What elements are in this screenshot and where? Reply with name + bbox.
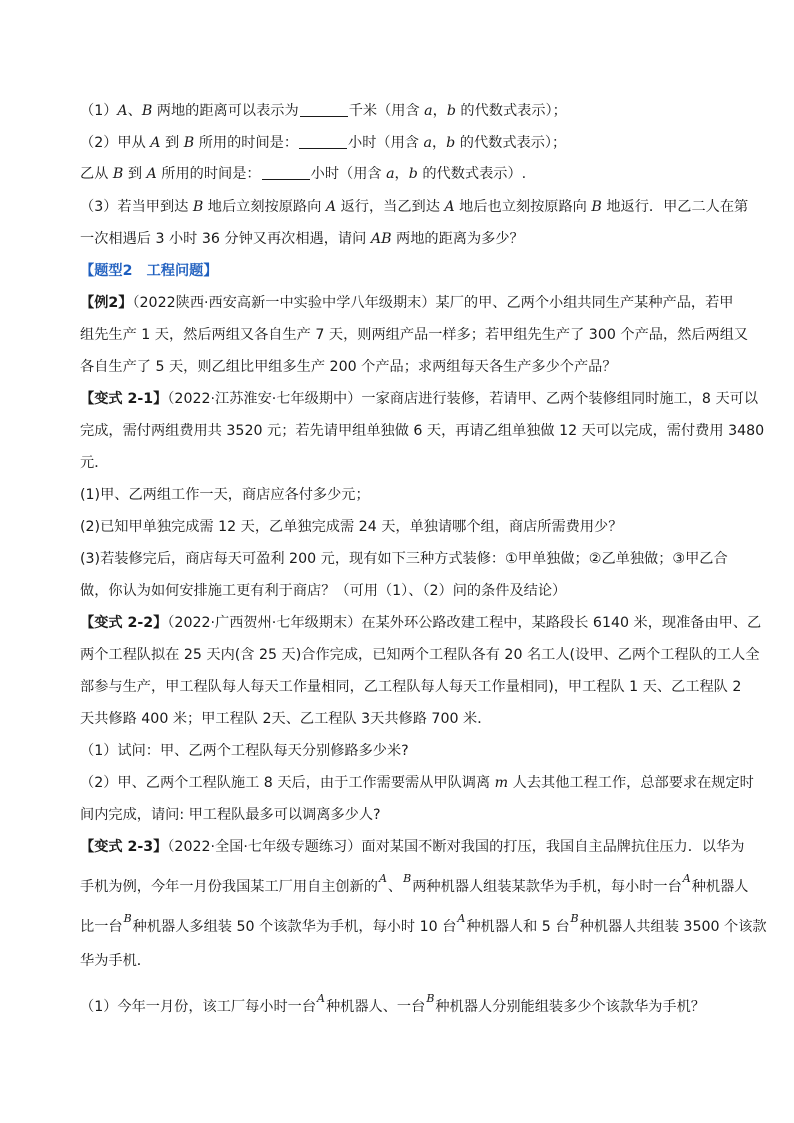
text: （2022·广西贺州·七年级期末）在某外环公路改建工程中，某路段长 6140 米，现准备由甲、乙 bbox=[167, 615, 762, 631]
text: 人去其他工程工作，总部要求在规定时 bbox=[508, 775, 754, 791]
variant-label: 【变式 2-1】 bbox=[80, 391, 168, 407]
variant-2-2-cont: 天共修路 400 米；甲工程队 2天、乙工程队 3天共修路 700 米． bbox=[80, 711, 492, 727]
text: 、 bbox=[387, 879, 403, 895]
var-b: B bbox=[112, 166, 124, 182]
example-2-line bbox=[80, 293, 734, 313]
variant-2-1-cont: 元． bbox=[80, 455, 109, 471]
text: （2）甲、乙两个工程队施工 8 天后，由于工作需要需从甲队调离 bbox=[80, 775, 495, 791]
text: 到 bbox=[123, 166, 147, 182]
text: 地返行．甲乙二人在第 bbox=[601, 199, 749, 215]
sub-question: (3)若装修完后，商店每天可盈利 200 元，现有如下三种方式装修：①甲单独做；②乙单独做；③甲乙合 bbox=[80, 551, 728, 567]
text: 所用的时间是： bbox=[156, 166, 261, 182]
text: 小时（用含 bbox=[348, 135, 424, 151]
text: （1）今年一月份，该工厂每小时一台 bbox=[80, 999, 317, 1015]
var-a: A bbox=[444, 199, 455, 215]
text: 小时（用含 bbox=[310, 166, 387, 182]
var-b: B bbox=[192, 199, 204, 215]
text: 两地的距离可以表示为 bbox=[152, 103, 299, 119]
sub-question: （1）试问：甲、乙两个工程队每天分别修路多少米? bbox=[80, 743, 409, 759]
var-a: a bbox=[386, 166, 395, 182]
text: 到 bbox=[160, 135, 184, 151]
var-b: B bbox=[123, 912, 132, 925]
text: 地后也立刻按原路向 bbox=[454, 199, 592, 215]
text: 千米（用含 bbox=[348, 103, 425, 119]
var-a: A bbox=[457, 912, 466, 925]
var-b: B bbox=[426, 992, 435, 1005]
variant-2-3-line bbox=[80, 837, 745, 857]
text: 种机器人、一台 bbox=[325, 999, 426, 1015]
text: （2022·江苏淮安·七年级期中）一家商店进行装修，若请甲、乙两个装修组同时施工，8 天可以 bbox=[167, 391, 759, 407]
var-b: b bbox=[446, 135, 456, 151]
question-2-line bbox=[80, 133, 730, 153]
text: 两地的距离为多少？ bbox=[391, 231, 524, 247]
text: （2）甲从 bbox=[80, 135, 151, 151]
text: （2022陕西·西安高新一中实验中学八年级期末）某厂的甲、乙两个小组共同生产某种产品，若甲 bbox=[132, 295, 734, 311]
variant-2-1-line bbox=[80, 389, 759, 409]
variant-2-3-cont bbox=[80, 872, 749, 898]
var-a: A bbox=[317, 992, 325, 1005]
sub-question bbox=[80, 773, 754, 793]
variant-label: 【变式 2-2】 bbox=[80, 615, 168, 631]
text: ， bbox=[432, 103, 447, 119]
sub-question: (1)甲、乙两组工作一天，商店应各付多少元； bbox=[80, 487, 370, 503]
text: （2022·全国·七年级专题练习）面对某国不断对我国的打压，我国自主品牌抗住压力．以华为 bbox=[167, 839, 745, 855]
var-a: a bbox=[423, 135, 432, 151]
var-b: b bbox=[446, 103, 456, 119]
text: 的代数式表示）； bbox=[455, 135, 567, 151]
var-a: A bbox=[325, 199, 337, 215]
var-ab: AB bbox=[370, 231, 392, 247]
text: 种机器人和 5 台 bbox=[466, 919, 570, 935]
example-2-cont: 各自生产了 5 天，则乙组比甲组多生产 200 个产品；求两组每天各生产多少个产品？ bbox=[80, 359, 617, 375]
variant-2-2-cont: 部参与生产，甲工程队每人每天工作量相同，乙工程队每人每天工作量相同)，甲工程队 1 天、乙工程队 2 bbox=[80, 679, 742, 695]
var-a: a bbox=[424, 103, 433, 119]
var-b: B bbox=[403, 872, 412, 885]
question-1-line bbox=[80, 101, 730, 121]
question-3-cont-line bbox=[80, 229, 730, 249]
text: 所用的时间是： bbox=[194, 135, 299, 151]
var-b: B bbox=[183, 135, 195, 151]
text: 的代数式表示）； bbox=[455, 103, 567, 119]
text: 的代数式表示）. bbox=[417, 166, 527, 182]
question-2b-line bbox=[80, 164, 730, 184]
question-3-line bbox=[80, 197, 749, 217]
text: （3）若当甲到达 bbox=[80, 199, 193, 215]
text: 种机器人共组装 3500 个该款 bbox=[579, 919, 767, 935]
var-b: B bbox=[141, 103, 153, 119]
text: （1） bbox=[80, 103, 118, 119]
sub-question-cont: 间内完成，请问: 甲工程队最多可以调离多少人? bbox=[80, 807, 381, 823]
variant-2-3-cont bbox=[80, 912, 767, 938]
sub-question-cont: 做，你认为如何安排施工更有利于商店？（可用（1）、（2）问的条件及结论） bbox=[80, 583, 567, 599]
section-heading: 【题型2 工程问题】 bbox=[80, 263, 218, 279]
variant-2-2-cont: 两个工程队拟在 25 天内(含 25 天)合作完成，已知两个工程队各有 20 名工人(设甲、乙两个工程队的工人全 bbox=[80, 647, 760, 663]
answer-blank[interactable] bbox=[299, 134, 347, 149]
text: 种机器人分别能组装多少个该款华为手机？ bbox=[435, 999, 705, 1015]
variant-2-3-cont: 华为手机． bbox=[80, 953, 151, 969]
text: 手机为例，今年一月份我国某工厂用自主创新的 bbox=[80, 879, 378, 895]
variant-2-1-cont: 完成，需付两组费用共 3520 元；若先请甲组单独做 6 天，再请乙组单独做 12 天可以完成，需付费用 3480 bbox=[80, 423, 765, 439]
text: 两种机器人组装某款华为手机，每小时一台 bbox=[412, 879, 682, 895]
var-a: A bbox=[682, 872, 691, 885]
text: 、 bbox=[127, 103, 142, 119]
var-a: A bbox=[378, 872, 387, 885]
var-b: B bbox=[570, 912, 579, 925]
text: 种机器人 bbox=[691, 879, 749, 895]
text: 种机器人多组装 50 个该款华为手机，每小时 10 台 bbox=[132, 919, 457, 935]
text: 比一台 bbox=[80, 919, 123, 935]
text: 乙从 bbox=[80, 166, 113, 182]
var-a: A bbox=[146, 166, 157, 182]
var-a: A bbox=[117, 103, 128, 119]
text: 一次相遇后 3 小时 36 分钟又再次相遇，请问 bbox=[80, 231, 371, 247]
variant-2-2-line bbox=[80, 613, 762, 633]
variant-label: 【变式 2-3】 bbox=[80, 839, 168, 855]
var-b: b bbox=[408, 166, 418, 182]
text: 地后立刻按原路向 bbox=[203, 199, 326, 215]
text: 返行，当乙到达 bbox=[336, 199, 445, 215]
text: ， bbox=[394, 166, 409, 182]
answer-blank[interactable] bbox=[262, 165, 310, 180]
sub-question bbox=[80, 992, 730, 1018]
answer-blank[interactable] bbox=[300, 102, 348, 117]
var-a: A bbox=[150, 135, 161, 151]
example-label: 【例2】 bbox=[80, 295, 133, 311]
var-m: m bbox=[494, 775, 509, 791]
var-b: B bbox=[591, 199, 602, 215]
example-2-cont: 组先生产 1 天，然后两组又各自生产 7 天，则两组产品一样多；若甲组先生产了 300 个产品，然后两组又 bbox=[80, 327, 749, 343]
sub-question: (2)已知甲单独完成需 12 天，乙单独完成需 24 天，单独请哪个组，商店所需费用少？ bbox=[80, 519, 623, 535]
text: ， bbox=[431, 135, 447, 151]
